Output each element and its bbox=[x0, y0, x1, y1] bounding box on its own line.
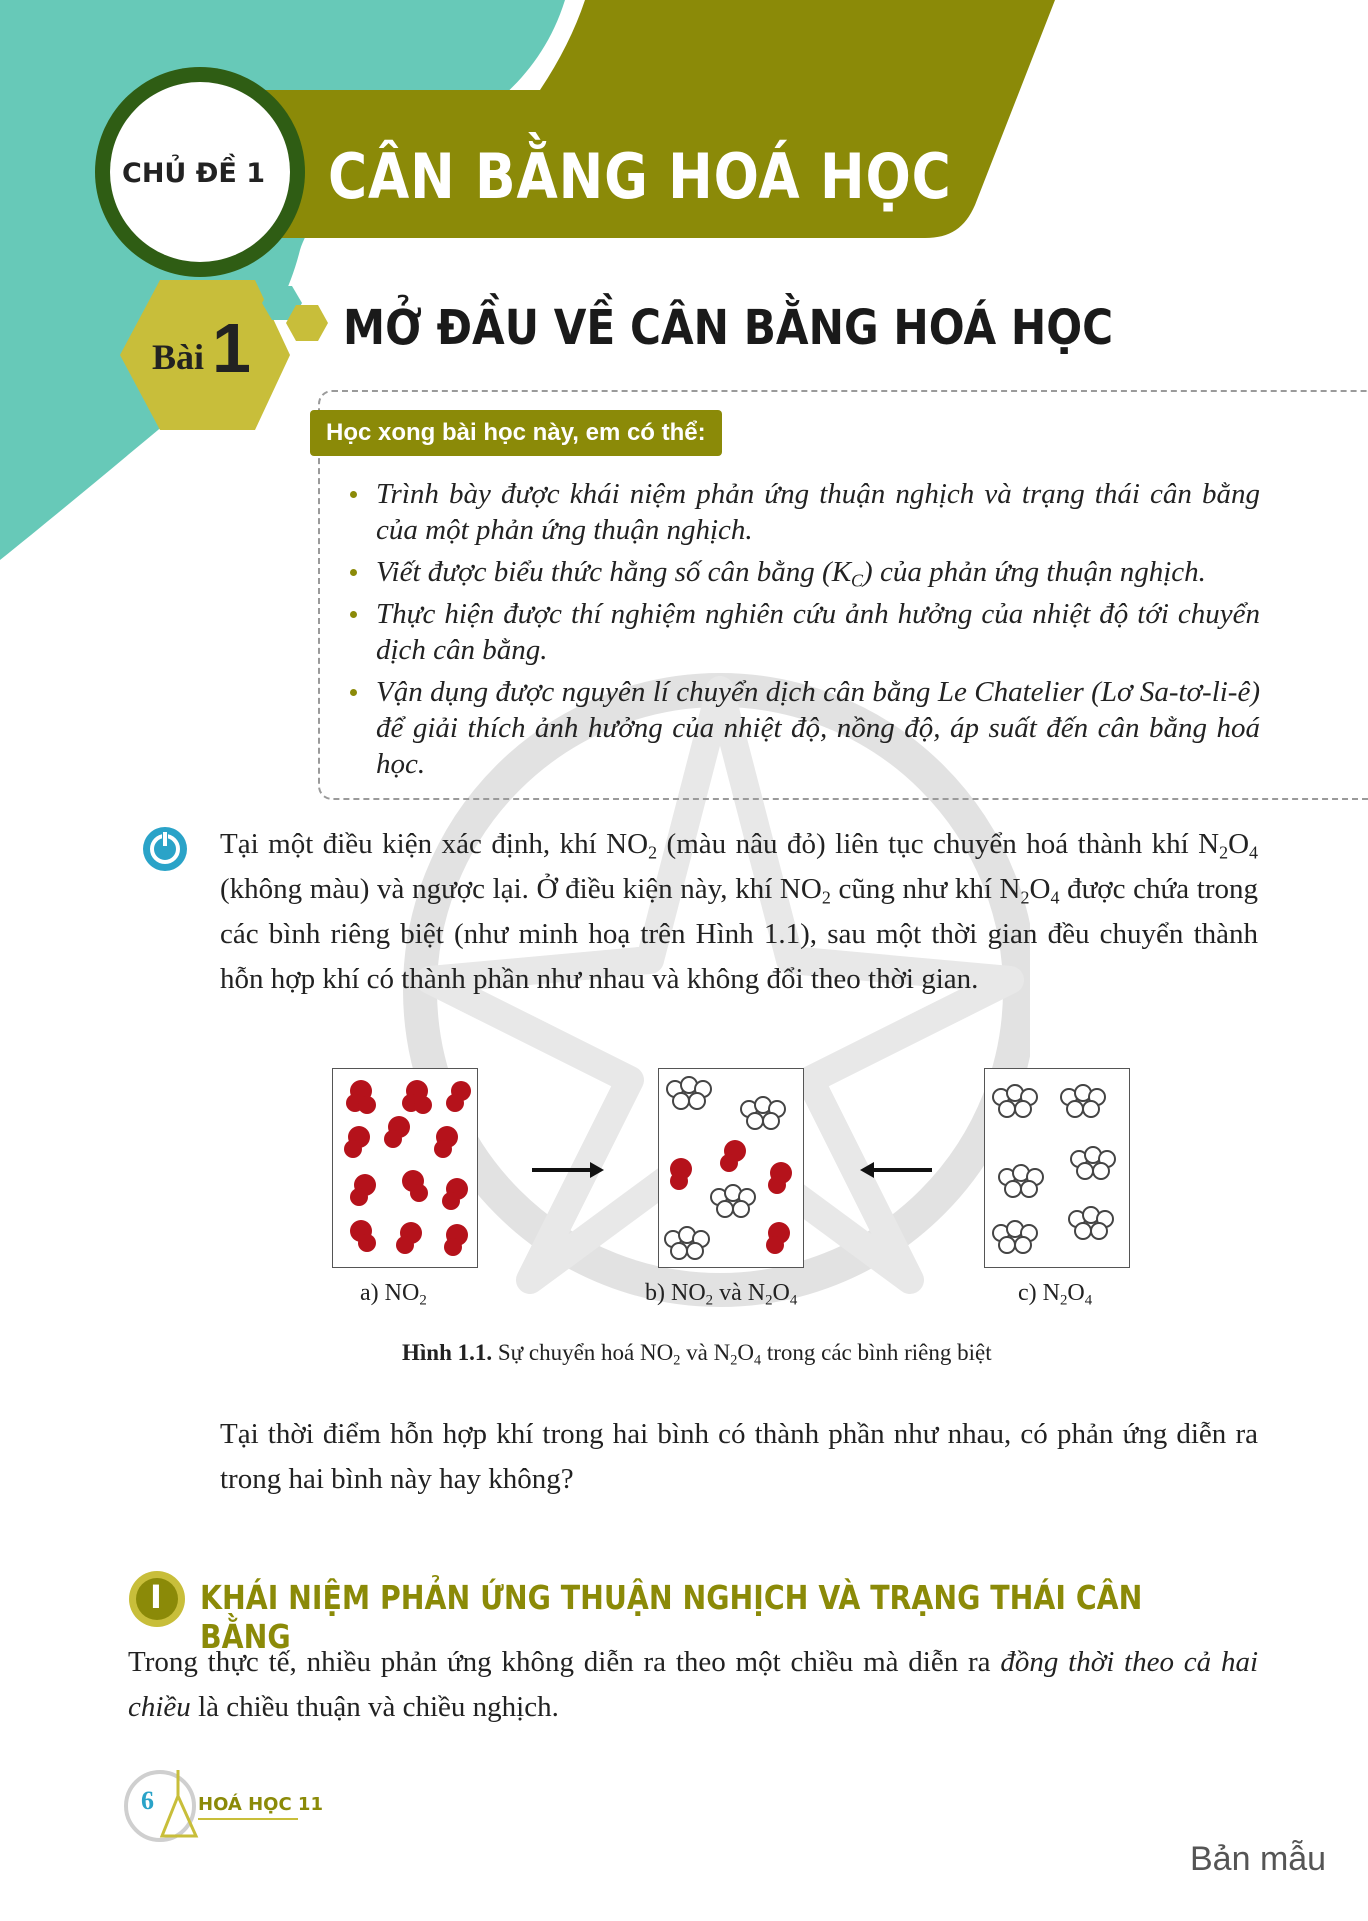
objective-item: Trình bày được khái niệm phản ứng thuận nghịch và trạng thái cân bằng của một phản ứng thuận nghịch. bbox=[348, 476, 1260, 548]
page-number: 6 bbox=[141, 1786, 154, 1815]
section-paragraph-part1: Trong thực tế, nhiều phản ứng không diễn ra theo một chiều mà diễn ra bbox=[128, 1646, 1001, 1678]
sample-watermark: Bản mẫu bbox=[1190, 1840, 1327, 1878]
flask-icon bbox=[116, 1756, 206, 1848]
question-paragraph: Tại thời điểm hỗn hợp khí trong hai bình có thành phần như nhau, có phản ứng diễn ra trong hai bình này hay không? bbox=[220, 1418, 1258, 1495]
book-title: HOÁ HỌC 11 bbox=[198, 1794, 323, 1815]
section-title: KHÁI NIỆM PHẢN ỨNG THUẬN NGHỊCH VÀ TRẠNG THÁI CÂN BẰNG bbox=[200, 1578, 1143, 1656]
section-paragraph bbox=[128, 1640, 1258, 1730]
lesson-title: MỞ ĐẦU VỀ CÂN BẰNG HOÁ HỌC bbox=[343, 300, 1114, 356]
n2o4-molecules bbox=[985, 1069, 1129, 1267]
container-c bbox=[984, 1068, 1130, 1268]
power-icon bbox=[140, 822, 190, 874]
footer-rule bbox=[198, 1818, 298, 1820]
section-number: I bbox=[150, 1578, 162, 1616]
figure-label-c: c) $N_2O_4$ bbox=[1018, 1280, 1093, 1309]
lesson-number: 1 bbox=[212, 309, 251, 387]
lesson-word: Bài bbox=[152, 337, 205, 377]
no2-molecules bbox=[333, 1069, 477, 1267]
figure-label-a: a) $NO_2$ bbox=[360, 1280, 427, 1309]
objective-item: Thực hiện được thí nghiệm nghiên cứu ảnh hưởng của nhiệt độ tới chuyển dịch cân bằng. bbox=[348, 596, 1260, 668]
container-b bbox=[658, 1068, 804, 1268]
mixed-molecules bbox=[659, 1069, 803, 1267]
objective-item: Vận dụng được nguyên lí chuyển dịch cân bằng Le Chatelier (Lơ Sa-tơ-li-ê) để giải thích ảnh hưởng của nhiệt độ, nồng độ, áp suất đến cân bằng hoá học. bbox=[348, 674, 1260, 782]
container-a bbox=[332, 1068, 478, 1268]
section-paragraph-part2: là chiều thuận và chiều nghịch. bbox=[190, 1691, 559, 1723]
intro-paragraph: Tại một điều kiện xác định, khí $NO_2$ (màu nâu đỏ) liên tục chuyển hoá thành khí $N_2O_4$ (không màu) và ngược lại. Ở điều kiện này, khí $NO_2$ cũng như khí $N_2O_4$ được chứa trong các bình riêng biệt (như minh hoạ trên Hình 1.1), sau một thời gian đều chuyển thành hỗn hợp khí có thành phần như nhau và không đổi theo thời gian. bbox=[220, 828, 1259, 995]
objectives-heading: Học xong bài học này, em có thể: bbox=[310, 410, 722, 456]
arrow-right-icon bbox=[530, 1160, 606, 1180]
section-paragraph-emphasis: đồng thời theo cả hai chiều bbox=[128, 1646, 1258, 1723]
figure-caption-number: Hình 1.1. bbox=[402, 1340, 493, 1365]
figure-caption bbox=[402, 1340, 992, 1369]
chapter-title: CÂN BẰNG HOÁ HỌC bbox=[328, 140, 952, 213]
arrow-left-icon bbox=[858, 1160, 934, 1180]
figure-caption-text: Sự chuyển hoá $NO_2$ và $N_2O_4$ trong các bình riêng biệt bbox=[497, 1340, 992, 1369]
figure-label-b: b) $NO_2$ và $N_2O_4$ bbox=[645, 1280, 798, 1309]
objective-item: Viết được biểu thức hằng số cân bằng $(K_C)$ của phản ứng thuận nghịch. bbox=[348, 554, 1260, 590]
objectives-list bbox=[348, 476, 1260, 788]
chapter-label: CHỦ ĐỀ 1 bbox=[122, 158, 265, 189]
